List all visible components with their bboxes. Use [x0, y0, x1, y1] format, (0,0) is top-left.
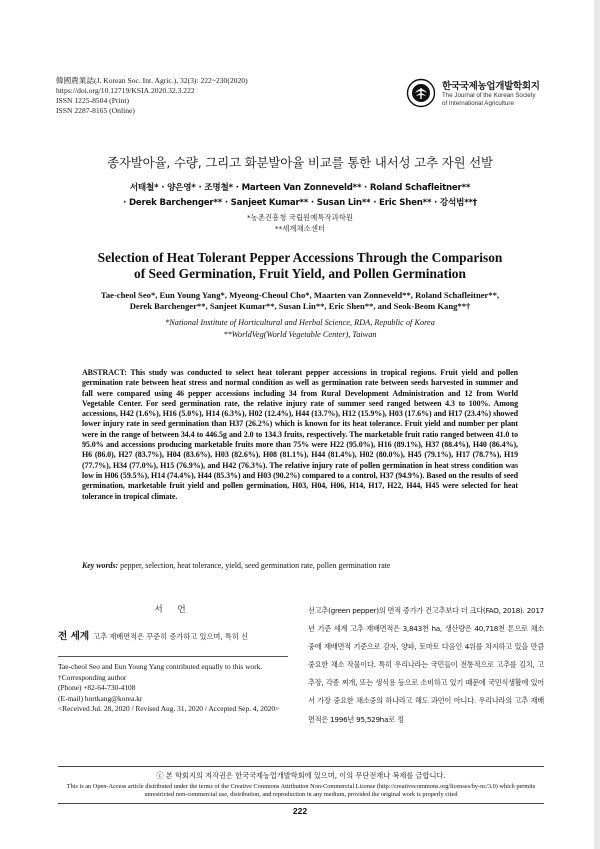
english-authors-line1: Tae-cheol Seo*, Eun Young Yang*, Myeong-Cheoul Cho*, Maarten van Zonneveld**, Roland Schafleitner**, [100, 290, 500, 300]
abstract: ABSTRACT: This study was conducted to select heat tolerant pepper accessions in tropical regions. Fruit yield and pollen germination rate between heat stress and normal condition as well as germination rate between seeds harvested in summer and fall were compared using 46 pepper accessions including 34 from Rural Development Administration and 12 from World Vegetable Center. For seed germination rate, the relative injury rate of summer seed ranged between 4.3 to 100%. Among accessions, H42 (1.6%), H16 (5.0%), H14 (6.3%), H02 (12.4%), H44 (13.7%), H12 (15.9%), H03 (17.6%) and H17 (23.4%) showed lower injury rate in seed germination than H37 (26.2%) which is known for its heat tolerance. Fruit yield and number per plant were in the range of between 34.4 to 446.5g and 2.0 to 134.3 fruits, respectively. The marketable fruit ratio ranged between 41.0 to 95.0% and accessions producing marketable fruits more than 75% were H22 (95.0%), H16 (89.1%), H37 (88.4%), H40 (86.4%), H6 (86.0), H27 (83.7%), H04 (83.6%), H03 (82.6%), H08 (81.1%), H44 (81.4%), H02 (80.0%), H45 (79.1%), H17 (78.7%), H19 (77.7%), H34 (77.0%), H15 (76.9%), and H42 (76.3%). The relative injury rate of pollen germination in heat stress condition was low in H06 (59.5%), H14 (74.4%), H44 (85.3%) and H03 (90.2%) compared to a control, H37 (94.9%). Based on the results of seed germination, marketable fruit yield and pollen germination, H03, H04, H06, H14, H17, H22, H44, H45 were selected for heat tolerance in tropical climate. [82, 368, 518, 501]
footnote-corresponding: †Corresponding author [58, 672, 127, 682]
society-name-en-line1: The Journal of the Korean Society [442, 92, 536, 99]
issn-online: ISSN 2287-8165 (Online) [56, 106, 135, 115]
english-authors [0, 290, 600, 312]
journal-doi[interactable]: https://doi.org/10.12719/KSIA.2020.32.3.222 [56, 86, 195, 95]
english-title-line2: of Seed Germination, Fruit Yield, and Pollen Germination [134, 266, 466, 281]
copyright-box [58, 766, 544, 804]
footnote-phone: (Phone) +82-64-730-4108 [58, 683, 136, 693]
korean-authors-line1: 서태철* · 양은영* · 조명철* · Marteen Van Zonneveld** · Roland Schafleitner** [129, 183, 471, 193]
korean-authors-line2: · Derek Barchenger** · Sanjeet Kumar** · Susan Lin** · Eric Shen** · 강석범**† [123, 198, 477, 208]
footnote-dates: <Received Jul. 28, 2020 / Revised Aug. 31, 2020 / Accepted Sep. 4, 2020> [58, 704, 280, 714]
viewer-scroll-edge [594, 0, 600, 849]
society-emblem-icon [406, 78, 436, 108]
intro-lead-word: 전 세계 [58, 631, 90, 642]
journal-citation: 韓國農業誌(J. Korean Soc. Int. Agric.), 32(3): 222~230(2020) [56, 76, 248, 85]
journal-header [56, 76, 248, 116]
copyright-en: This is an Open-Access article distributed under the terms of the Creative Commons Attribution Non-Commercial License (http://creativecommons.org/licenses/by-nc/3.0) which permits unrestricted non-commercial use, distribution, and reproduction in any medium, provided the original work is properly cited [66, 783, 536, 798]
keywords-label: Key words: [82, 561, 119, 570]
english-title [0, 250, 600, 282]
footnote-equal-contribution: Tae-cheol Seo and Eun Young Yang contributed equally to this work. [58, 662, 263, 671]
intro-first-line-text: 고추 재배면적은 꾸준히 증가하고 있으며, 특히 신 [93, 632, 249, 641]
page-number: 222 [292, 806, 308, 816]
footnote-email[interactable]: (E-mail) hortkang@korea.kr [58, 693, 143, 703]
footnote-divider [58, 656, 288, 657]
keywords [82, 561, 518, 570]
english-affiliation-line1: *National Institute of Horticultural and Herbal Science, RDA, Republic of Korea [165, 318, 435, 327]
issn-print: ISSN 1225-8504 (Print) [56, 96, 129, 105]
english-authors-line2: Derek Barchenger**, Sanjeet Kumar**, Susan Lin**, Eric Shen**, and Seok-Beom Kang**† [129, 301, 471, 311]
english-affiliation-line2: **WorldVeg(World Vegetable Center), Taiwan [223, 330, 377, 339]
society-name-en [442, 92, 536, 108]
section-title-introduction: 서 언 [154, 605, 192, 615]
intro-right-column: 선고추(green pepper)의 면적 증가가 건고추보다 더 크다(FAO, 2018). 2017년 기준 세계 고추 재배면적은 3,843천 ha, 생산량은 40,718천 톤으로 채소 중에 재배면적 기준으로 감자, 양파, 토마토 다음인 4위를 차지하고 있을 만큼 중요한 채소 작물이다. 특히 우리나라는 국민들이 전통적으로 고추를 김치, 고추장, 각종 찌개, 또는 생식용 등으로 소비하고 있기 때문에 국민식생활에 있어서 가장 중요한 채소중의 하나라고 해도 과언이 아니다. 우리나라의 고추 재배면적은 1996년 95,529ha로 정 [308, 606, 544, 724]
copyright-kr: ⓒ 본 학회지의 저작권은 한국국제농업개발학회에 있으며, 이의 무단전재나 복제를 금합니다. [156, 771, 446, 780]
korean-affiliation-line1: *농촌진흥청 국립원예특작과학원 [247, 213, 353, 222]
korean-title: 종자발아율, 수량, 그리고 화분발아율 비교를 통한 내서성 고추 자원 선발 [107, 155, 493, 170]
english-title-line1: Selection of Heat Tolerant Pepper Accessions Through the Comparison [97, 250, 503, 265]
intro-first-line [58, 628, 290, 642]
society-name-kr: 한국국제농업개발학회지 [442, 81, 540, 92]
keywords-list: pepper, selection, heat tolerance, yield, seed germination rate, pollen germination rate [120, 561, 391, 570]
korean-affiliation-line2: **세계채소센터 [274, 224, 326, 233]
footnotes [58, 662, 298, 715]
society-branding [406, 74, 566, 120]
society-name-en-line2: of International Agriculture [442, 100, 514, 107]
